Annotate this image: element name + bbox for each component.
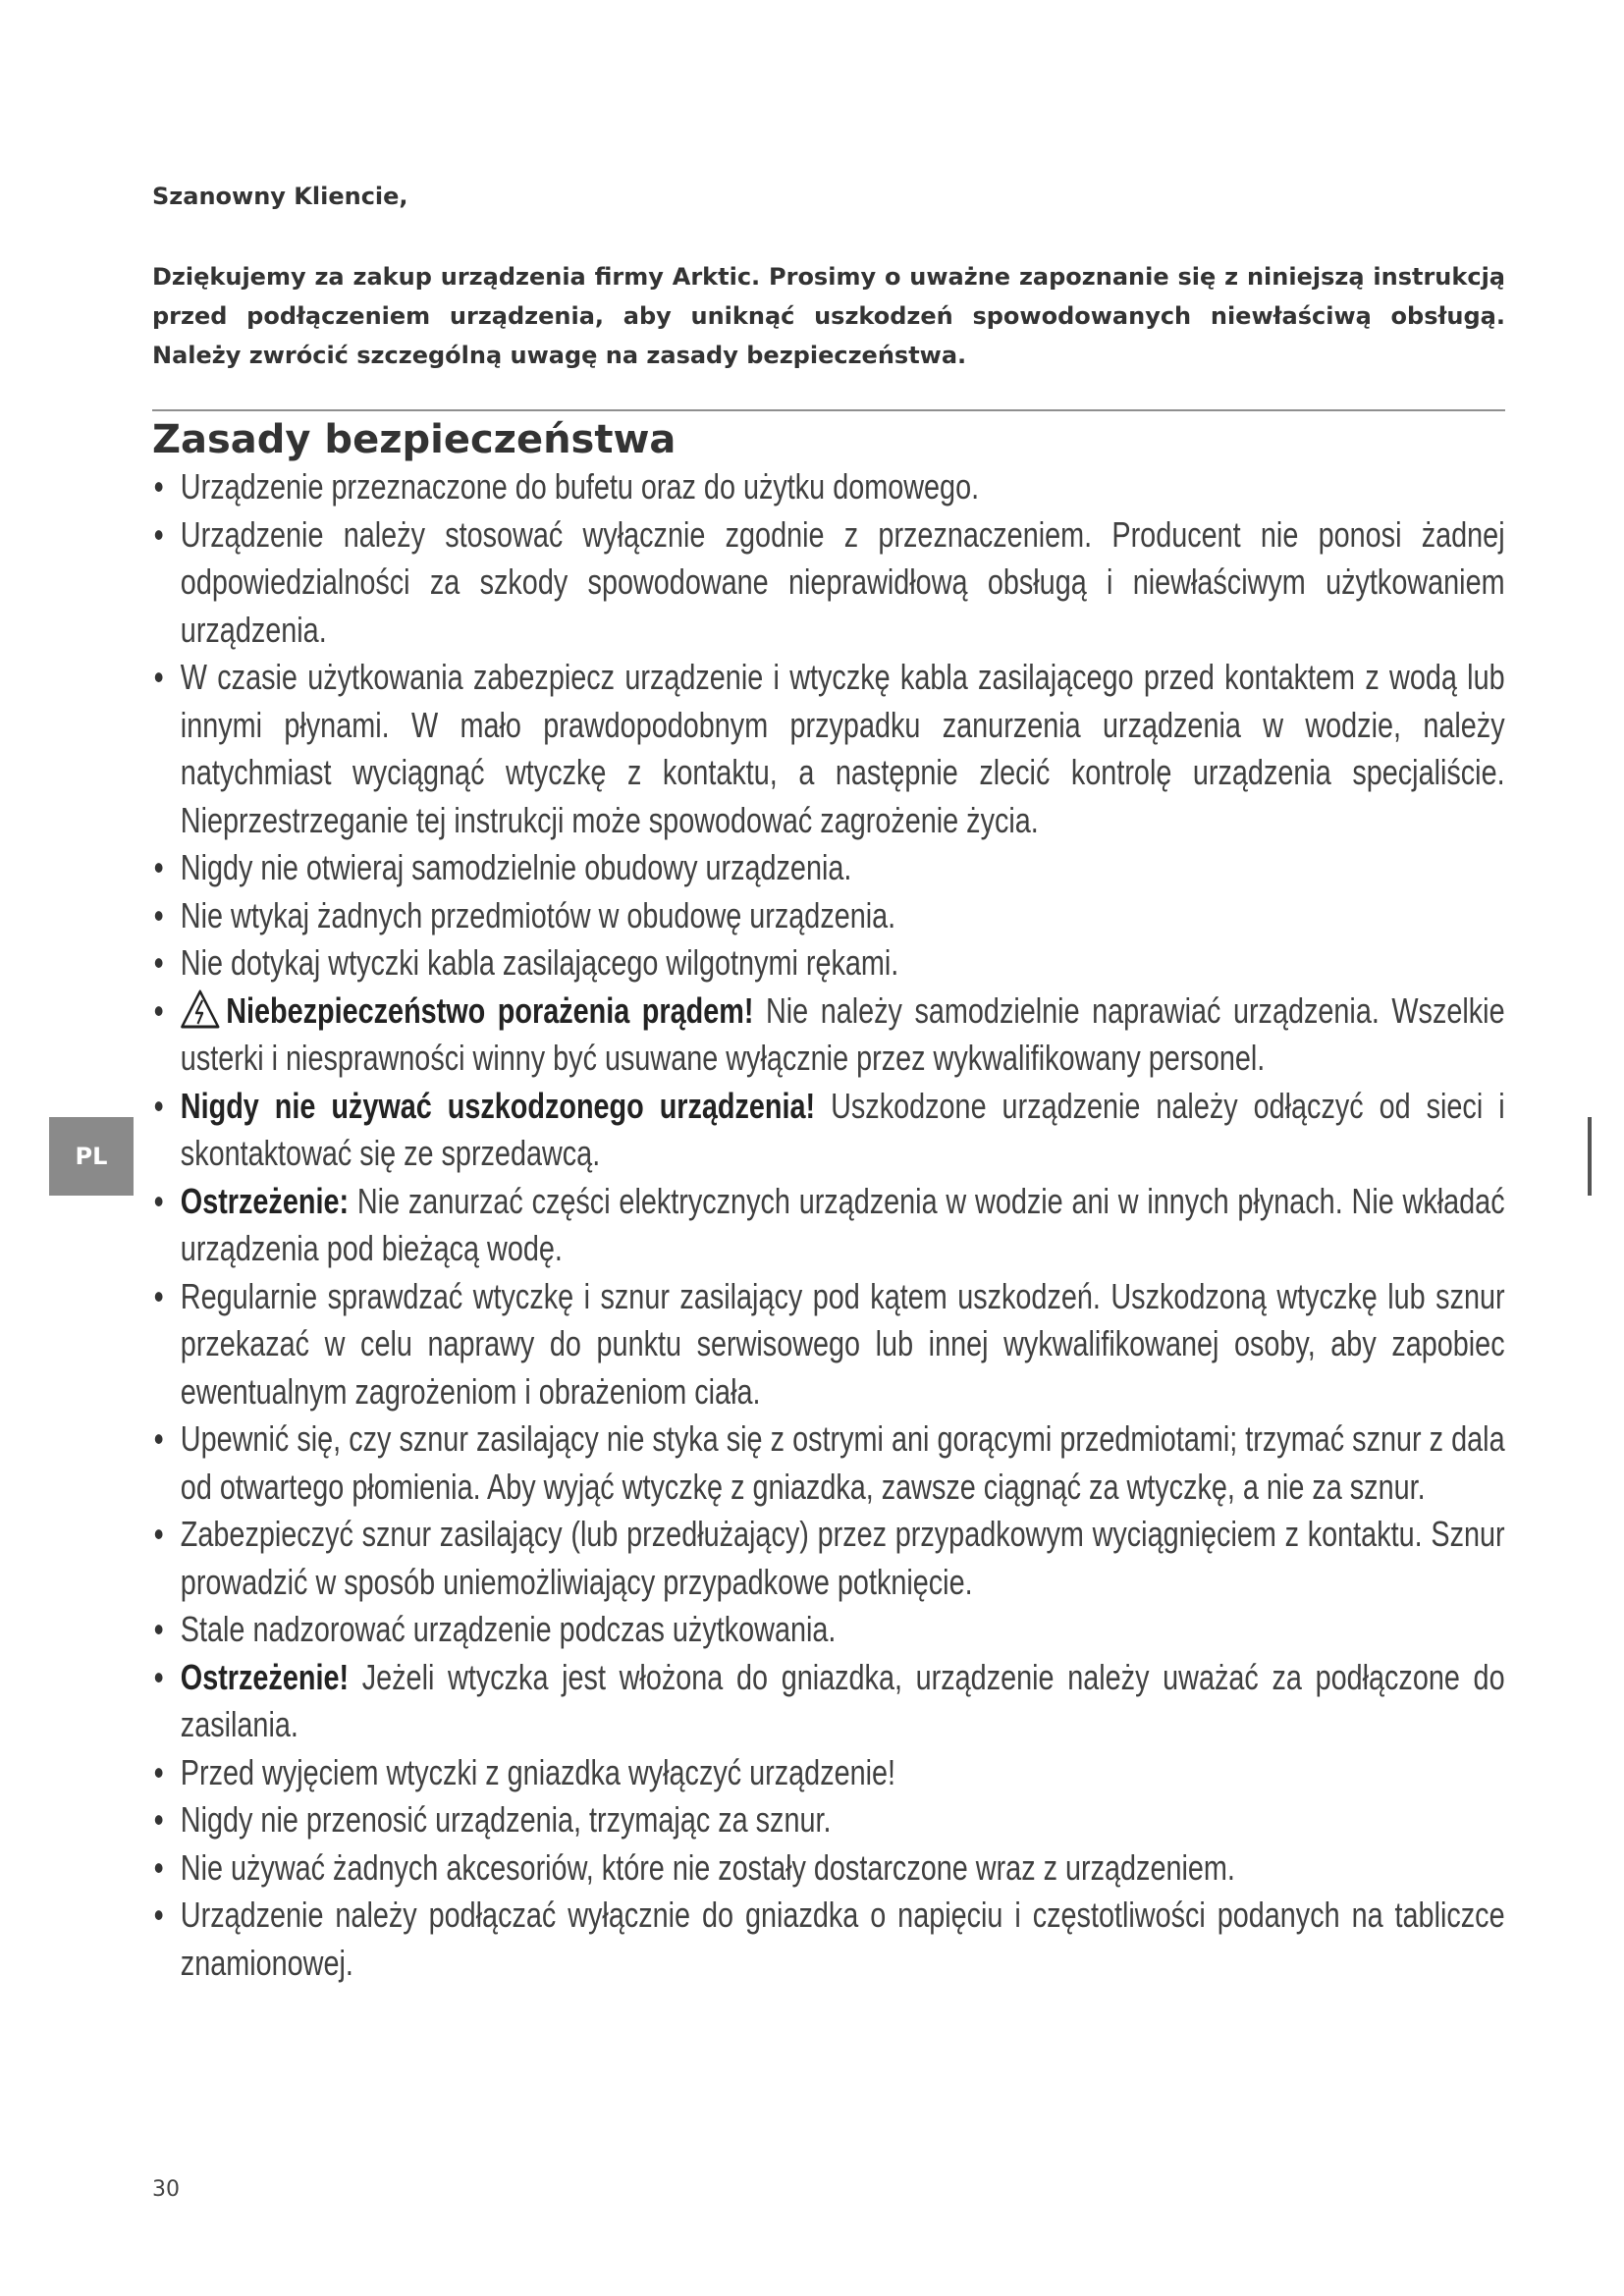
item-strong: Ostrzeżenie:: [180, 1180, 350, 1221]
item-text: Urządzenie należy stosować wyłącznie zgodnie z przeznaczeniem. Producent nie ponosi żadnej odpowiedzialności za szkody spowodowane nieprawidłową obsługą i niewłaściwym użytkowaniem urządzenia.: [180, 513, 1505, 650]
safety-item: [152, 654, 1505, 844]
bullet-icon: •: [153, 1418, 164, 1459]
bullet-icon: •: [153, 657, 164, 697]
safety-item: [152, 1273, 1505, 1416]
safety-item: [152, 463, 1505, 511]
bullet-icon: •: [153, 1656, 164, 1697]
item-text: Urządzenie przeznaczone do bufetu oraz do użytku domowego.: [180, 466, 980, 507]
item-text: Nie zanurzać części elektrycznych urządzenia w wodzie ani w innych płynach. Nie wkładać urządzenia pod bieżącą wodę.: [180, 1180, 1505, 1268]
bullet-icon: •: [153, 513, 164, 555]
item-strong: Nigdy nie używać uszkodzonego urządzenia!: [180, 1085, 816, 1126]
bullet-icon: •: [153, 1846, 164, 1888]
section-divider: [152, 409, 1505, 411]
item-text: Upewnić się, czy sznur zasilający nie styka się z ostrymi ani gorącymi przedmiotami; trzymać sznur z dala od otwartego płomienia. Aby wyjąć wtyczkę z gniazdka, zawsze ciągnąć za wtyczkę, a nie za sznur.: [180, 1418, 1505, 1507]
safety-item: [152, 1511, 1505, 1606]
section-title: Zasady bezpieczeństwa: [152, 417, 677, 462]
bullet-icon: •: [153, 1751, 164, 1792]
item-text: Nie należy samodzielnie naprawiać urządzenia. Wszelkie usterki i niesprawności winny być usuwane wyłącznie przez wykwalifikowany personel.: [180, 989, 1505, 1078]
item-text: Nie wtykaj żadnych przedmiotów w obudowę urządzenia.: [180, 894, 896, 935]
safety-item: [152, 1083, 1505, 1178]
item-text: Przed wyjęciem wtyczki z gniazdka wyłączyć urządzenie!: [180, 1751, 896, 1792]
bullet-icon: •: [153, 1895, 164, 1935]
page-number: 30: [152, 2177, 180, 2202]
safety-item: [152, 1606, 1505, 1654]
safety-item: [152, 1415, 1505, 1511]
safety-item: [152, 1796, 1505, 1844]
bullet-icon: •: [153, 1514, 164, 1554]
safety-item: [152, 844, 1505, 892]
safety-item: [152, 939, 1505, 988]
bullet-icon: •: [153, 847, 164, 887]
item-text: Nie dotykaj wtyczki kabla zasilającego wilgotnymi rękami.: [180, 942, 899, 983]
bullet-icon: •: [153, 989, 164, 1031]
bullet-icon: •: [153, 1180, 164, 1221]
salutation: Szanowny Kliencie,: [152, 183, 408, 210]
intro-paragraph: Dziękujemy za zakup urządzenia firmy Arktic. Prosimy o uważne zapoznanie się z niniejszą instrukcją przed podłączeniem urządzenia, aby uniknąć uszkodzeń spowodowanych niewłaściwą obsługą. Należy zwrócić szczególną uwagę na zasady bezpieczeństwa.: [152, 263, 1505, 369]
language-tab: PL: [49, 1117, 134, 1196]
item-text: Stale nadzorować urządzenie podczas użytkowania.: [180, 1609, 837, 1649]
safety-item: [152, 1654, 1505, 1749]
item-text: Zabezpieczyć sznur zasilający (lub przedłużający) przez przypadkowym wyciągnięciem z kontaktu. Sznur prowadzić w sposób uniemożliwiający przypadkowe potknięcie.: [180, 1514, 1505, 1602]
side-margin-mark: [1588, 1117, 1592, 1196]
item-text: Urządzenie należy podłączać wyłącznie do gniazdka o napięciu i częstotliwości podanych na tabliczce znamionowej.: [180, 1895, 1505, 1983]
item-text: Jeżeli wtyczka jest włożona do gniazdka, urządzenie należy uważać za podłączone do zasilania.: [180, 1656, 1505, 1744]
safety-item: [152, 511, 1505, 655]
safety-item-shock: [152, 988, 1505, 1083]
item-strong: Ostrzeżenie!: [180, 1656, 350, 1697]
bullet-icon: •: [153, 1275, 164, 1316]
safety-item: [152, 1749, 1505, 1797]
bullet-icon: •: [153, 1085, 164, 1126]
safety-list: [152, 463, 1505, 1987]
safety-item: [152, 1844, 1505, 1893]
bullet-icon: •: [153, 1609, 164, 1649]
bullet-icon: •: [153, 894, 164, 935]
item-text: Nigdy nie przenosić urządzenia, trzymając za sznur.: [180, 1799, 832, 1840]
item-text: Nigdy nie otwieraj samodzielnie obudowy urządzenia.: [180, 847, 852, 887]
safety-item: [152, 1178, 1505, 1273]
item-text: Nie używać żadnych akcesoriów, które nie zostały dostarczone wraz z urządzeniem.: [180, 1846, 1235, 1888]
bullet-icon: •: [153, 942, 164, 983]
item-text: W czasie użytkowania zabezpiecz urządzenie i wtyczkę kabla zasilającego przed kontaktem z wodą lub innymi płynami. W mało prawdopodobnym przypadku zanurzenia urządzenia w wodzie, należy natychmiast wyciągnąć wtyczkę z kontaktu, a następnie zlecić kontrolę urządzenia specjaliście. Nieprzestrzeganie tej instrukcji może spowodować zagrożenie życia.: [180, 657, 1505, 840]
bullet-icon: •: [153, 1799, 164, 1840]
item-text: Regularnie sprawdzać wtyczkę i sznur zasilający pod kątem uszkodzeń. Uszkodzoną wtyczkę lub sznur przekazać w celu naprawy do punktu serwisowego lub innej wykwalifikowanej osoby, aby zapobiec ewentualnym zagrożeniom i obrażeniom ciała.: [180, 1275, 1505, 1412]
safety-item: [152, 892, 1505, 940]
safety-item: [152, 1892, 1505, 1987]
item-strong: Niebezpieczeństwo porażenia prądem!: [226, 989, 754, 1031]
electric-shock-warning-icon: [181, 989, 220, 1029]
bullet-icon: •: [153, 466, 164, 507]
item-text: Uszkodzone urządzenie należy odłączyć od sieci i skontaktować się ze sprzedawcą.: [180, 1085, 1505, 1173]
